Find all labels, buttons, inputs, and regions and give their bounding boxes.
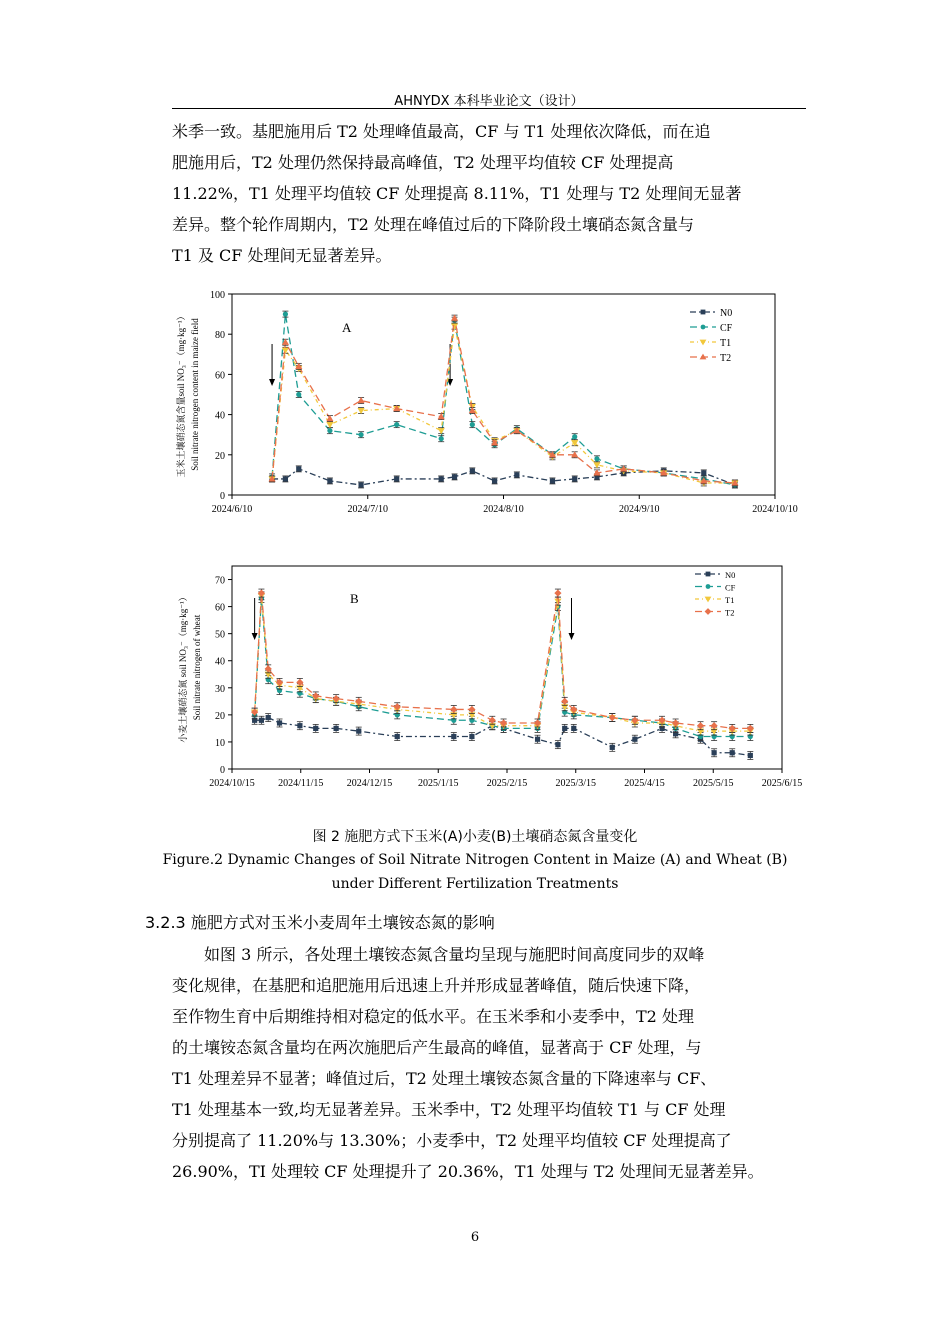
arrow-head xyxy=(569,633,575,640)
data-point xyxy=(452,474,457,479)
data-point xyxy=(450,706,457,713)
y-tick-label: 30 xyxy=(215,683,225,695)
text-line: T1 及 CF 处理间无显著差异。 xyxy=(172,246,392,265)
data-point xyxy=(711,750,716,755)
legend-label: N0 xyxy=(720,308,733,319)
data-point xyxy=(470,422,475,427)
series-line xyxy=(255,598,751,736)
data-point xyxy=(470,468,475,473)
panel-label: A xyxy=(342,320,352,335)
y-axis-label: 小麦土壤硝态氮 soil NO₃⁻（mg·kg⁻¹） xyxy=(178,592,188,743)
y-axis-label-en: Soil nitrate nitrogen of wheat xyxy=(192,614,202,721)
section-heading: 3.2.3 施肥方式对玉米小麦周年土壤铵态氮的影响 xyxy=(145,913,495,932)
text-line: 变化规律，在基肥和追肥施用后迅速上升并形成显著峰值，随后快速下降， xyxy=(172,976,701,995)
data-point xyxy=(730,750,735,755)
data-point xyxy=(610,745,615,750)
data-point xyxy=(706,572,711,577)
data-point xyxy=(355,698,362,705)
data-point xyxy=(594,456,599,461)
data-point xyxy=(327,428,332,433)
legend-label: T1 xyxy=(725,595,735,605)
header-rule xyxy=(172,108,806,109)
data-point xyxy=(258,589,265,596)
series-line xyxy=(272,314,735,485)
plot-frame xyxy=(232,294,775,495)
y-tick-label: 60 xyxy=(215,602,225,614)
y-axis-label-en: Soil nitrate nitrogen content in maize field xyxy=(190,318,200,471)
paragraph-top xyxy=(172,116,806,271)
x-tick-label: 2024/10/15 xyxy=(209,778,255,789)
data-point xyxy=(277,720,282,725)
data-point xyxy=(700,340,707,346)
data-point xyxy=(572,476,577,481)
data-point xyxy=(672,719,679,726)
data-point xyxy=(705,597,712,603)
x-tick-label: 2025/6/15 xyxy=(761,778,803,789)
text-line: T1 处理基本一致,均无显著差异。玉米季中，T2 处理平均值较 T1 与 CF 处理 xyxy=(172,1100,726,1119)
x-tick-label: 2024/10/10 xyxy=(752,504,798,515)
figure-caption-cn: 图 2 施肥方式下玉米(A)小麦(B)土壤硝态氮含量变化 xyxy=(312,829,638,845)
data-point xyxy=(394,476,399,481)
x-tick-label: 2025/3/15 xyxy=(555,778,597,789)
arrow-head xyxy=(252,633,258,640)
data-point xyxy=(439,476,444,481)
text-line: T1 处理差异不显著；峰值过后，T2 处理土壤铵态氮含量的下降速率与 CF、 xyxy=(172,1069,717,1088)
data-point xyxy=(296,392,301,397)
text-line: 26.90%，TI 处理较 CF 处理提升了 20.36%，T1 处理与 T2 处理间无显著差异。 xyxy=(172,1162,764,1181)
data-point xyxy=(550,478,555,483)
page-number: 6 xyxy=(470,1230,480,1245)
data-point xyxy=(554,589,561,596)
text-line: 的土壤铵态氮含量均在两次施肥后产生最高的峰值，显著高于 CF 处理，与 xyxy=(172,1038,702,1057)
y-tick-label: 50 xyxy=(215,629,225,641)
data-point xyxy=(313,726,318,731)
y-tick-label: 80 xyxy=(215,330,225,342)
data-point xyxy=(514,472,519,477)
text-line: 差异。整个轮作周期内，T2 处理在峰值过后的下降阶段土壤硝态氮含量与 xyxy=(172,215,694,234)
data-point xyxy=(358,432,363,437)
legend-label: CF xyxy=(725,582,736,593)
series-line xyxy=(272,326,735,483)
data-point xyxy=(356,729,361,734)
data-point xyxy=(701,470,706,475)
series-t2 xyxy=(251,589,754,732)
x-tick-label: 2024/12/15 xyxy=(346,778,393,789)
running-header: AHNYDX 本科毕业论文（设计） xyxy=(394,94,584,109)
figure-caption-en-cont: under Different Fertilization Treatments xyxy=(331,876,619,892)
data-point xyxy=(468,706,475,713)
data-point xyxy=(283,312,288,317)
data-point xyxy=(395,734,400,739)
data-point xyxy=(469,734,474,739)
data-point xyxy=(705,608,712,615)
y-tick-label: 0 xyxy=(220,491,225,502)
data-point xyxy=(555,742,560,747)
paragraph-bottom xyxy=(172,939,806,1187)
data-point xyxy=(296,466,301,471)
data-point xyxy=(259,718,264,723)
chart-maize-nitrate xyxy=(170,284,798,520)
series-line xyxy=(255,593,751,728)
panel-label: B xyxy=(350,591,359,606)
arrow-head xyxy=(269,379,275,386)
x-tick-label: 2024/8/10 xyxy=(483,504,524,515)
data-point xyxy=(571,726,576,731)
data-point xyxy=(535,737,540,742)
series-t1 xyxy=(268,323,738,486)
data-point xyxy=(394,422,399,427)
y-tick-label: 20 xyxy=(215,710,225,722)
data-point xyxy=(266,715,271,720)
y-tick-label: 70 xyxy=(215,575,225,587)
legend-label: N0 xyxy=(725,570,736,580)
data-point xyxy=(710,722,717,729)
text-line: 肥施用后，T2 处理仍然保持最高峰值，T2 处理平均值较 CF 处理提高 xyxy=(172,153,674,172)
data-point xyxy=(561,698,568,705)
x-tick-label: 2024/7/10 xyxy=(347,504,389,515)
data-point xyxy=(701,310,706,315)
legend-label: CF xyxy=(720,323,733,334)
series-n0 xyxy=(269,466,738,488)
data-point xyxy=(748,753,753,758)
x-tick-label: 2024/11/15 xyxy=(278,778,324,789)
text-line: 分别提高了 11.20%与 13.30%；小麦季中，T2 处理平均值较 CF 处理提高了 xyxy=(172,1131,732,1150)
x-tick-label: 2024/9/10 xyxy=(618,504,660,515)
data-point xyxy=(358,482,363,487)
y-tick-label: 60 xyxy=(215,370,225,382)
data-point xyxy=(439,436,444,441)
legend-label: T1 xyxy=(720,338,732,349)
y-tick-label: 20 xyxy=(215,450,225,462)
text-line: 米季一致。基肥施用后 T2 处理峰值最高，CF 与 T1 处理依次降低，而在追 xyxy=(172,122,711,141)
data-point xyxy=(489,717,496,724)
data-point xyxy=(562,726,567,731)
x-tick-label: 2025/2/15 xyxy=(486,778,528,789)
x-tick-label: 2025/5/15 xyxy=(692,778,734,789)
data-point xyxy=(701,325,706,330)
y-tick-label: 100 xyxy=(210,290,225,301)
data-point xyxy=(297,723,302,728)
data-point xyxy=(697,722,704,729)
y-tick-label: 40 xyxy=(215,410,225,422)
data-point xyxy=(632,737,637,742)
y-axis-label: 玉米土壤硝态氮含量soil NO₃⁻（mg·kg⁻¹） xyxy=(176,311,186,478)
series-t2 xyxy=(268,315,738,486)
data-point xyxy=(492,478,497,483)
text-line: 11.22%，T1 处理平均值较 CF 处理提高 8.11%，T1 处理与 T2 处理间无显著 xyxy=(172,184,742,203)
series-n0 xyxy=(252,714,754,760)
legend-label: T2 xyxy=(720,353,732,364)
chart-wheat-nitrate xyxy=(170,560,803,800)
text-line: 至作物生育中后期维持相对稳定的低水平。在玉米季和小麦季中，T2 处理 xyxy=(172,1007,694,1026)
data-point xyxy=(500,719,507,726)
data-point xyxy=(334,726,339,731)
data-point xyxy=(327,478,332,483)
data-point xyxy=(706,584,711,589)
x-tick-label: 2024/6/10 xyxy=(211,504,253,515)
figure-caption-en: Figure.2 Dynamic Changes of Soil Nitrate Nitrogen Content in Maize (A) and Wheat (B) xyxy=(162,852,788,868)
data-point xyxy=(572,434,577,439)
series-line xyxy=(272,318,735,483)
text-line: 如图 3 所示，各处理土壤铵态氮含量均呈现与施肥时间高度同步的双峰 xyxy=(204,945,705,964)
data-point xyxy=(451,734,456,739)
legend-label: T2 xyxy=(725,607,735,618)
data-point xyxy=(283,476,288,481)
y-tick-label: 10 xyxy=(215,737,225,749)
y-tick-label: 40 xyxy=(215,656,225,668)
x-tick-label: 2025/1/15 xyxy=(417,778,459,789)
y-tick-label: 0 xyxy=(220,765,225,776)
series-cf xyxy=(269,311,738,488)
series-t1 xyxy=(251,592,754,735)
x-tick-label: 2025/4/15 xyxy=(624,778,665,789)
series-line xyxy=(255,596,751,731)
